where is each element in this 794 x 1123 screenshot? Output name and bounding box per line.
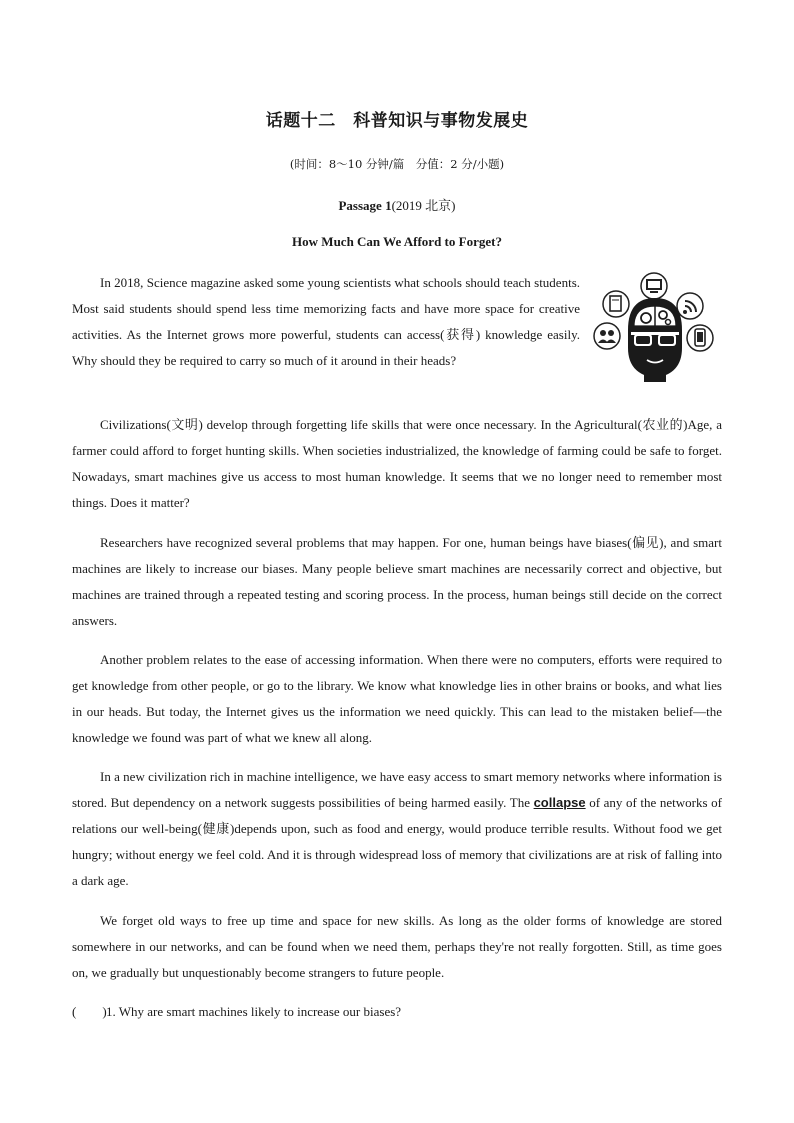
wifi-icon xyxy=(677,293,703,319)
question-text: 1. Why are smart machines likely to increase our biases? xyxy=(106,1004,402,1019)
paragraph-4: Another problem relates to the ease of accessing information. When there were no computers, efforts were required to get knowledge from other people, or go to the library. We know what knowledge lies in other brains or books, and what lies in our heads. But today, the Internet gives us the information we need quickly. This can lead to the mistaken belief—the knowledge we found was part of what we knew all along. xyxy=(72,652,722,745)
page-title: 话题十二 科普知识与事物发展史 xyxy=(265,111,529,131)
paragraph-2: Civilizations(文明) develop through forgetting life skills that were once necessary. In the Agricultural(农业的)Age, a farmer could afford to forget hunting skills. When societies industrialized, the knowledge of farming could be safe to forget. Nowadays, smart machines give us access to most human knowledge. It seems that we no longer need to remember most things. Does it matter? xyxy=(72,417,722,510)
paragraph-1: In 2018, Science magazine asked some young scientists what schools should teach students. Most said students should spend less time memorizing facts and have more space for creative activities. As the Internet grows more powerful, students can access(获得) knowledge easily. Why should they be required to carry so much of it around in their heads? xyxy=(72,275,580,368)
question-1 xyxy=(72,1001,401,1020)
book-icon xyxy=(603,291,629,317)
paragraph-5-part-1: In a new civilization rich in machine intelligence, we have easy access to smart memory networks where information is stored. But dependency on a network suggests possibilities of being harmed easily. The xyxy=(72,769,722,810)
paragraph-5-part-2: of any of the networks of relations our well-being(健康)depends upon, such as food and energy, would produce terrible results. Without food we get hungry; without energy we feel cold. And it is through widespread loss of memory that civilizations are at risk of falling into a dark age. xyxy=(72,795,722,888)
passage-number: Passage 1 xyxy=(338,198,392,213)
monitor-icon xyxy=(641,273,667,299)
keyword-collapse: collapse xyxy=(533,795,586,810)
article-heading: How Much Can We Afford to Forget? xyxy=(292,234,502,249)
phone-icon xyxy=(687,325,713,351)
paragraph-5 xyxy=(72,764,722,894)
paragraph-3: Researchers have recognized several problems that may happen. For one, human beings have biases(偏见), and smart machines are likely to increase our biases. Many people believe smart machines are necessarily correct and objective, but machines are trained through a repeated testing and scoring process. In the process, human beings still decide on the correct answers. xyxy=(72,535,722,628)
time-score-info: (时间：8～10 分钟/篇 分值：2 分/小题) xyxy=(289,157,505,171)
answer-bracket[interactable]: ( ) xyxy=(72,1004,107,1019)
passage-source: (2019 北京) xyxy=(391,198,456,213)
users-icon xyxy=(594,323,620,349)
illustration xyxy=(592,268,718,382)
passage-label xyxy=(0,195,794,214)
paragraph-6: We forget old ways to free up time and space for new skills. As long as the older forms of knowledge are stored somewhere in our networks, and can be found when we need them, perhaps they're not really forgotten. Still, as time goes on, we gradually but unquestionably become strangers to future people. xyxy=(72,913,722,980)
